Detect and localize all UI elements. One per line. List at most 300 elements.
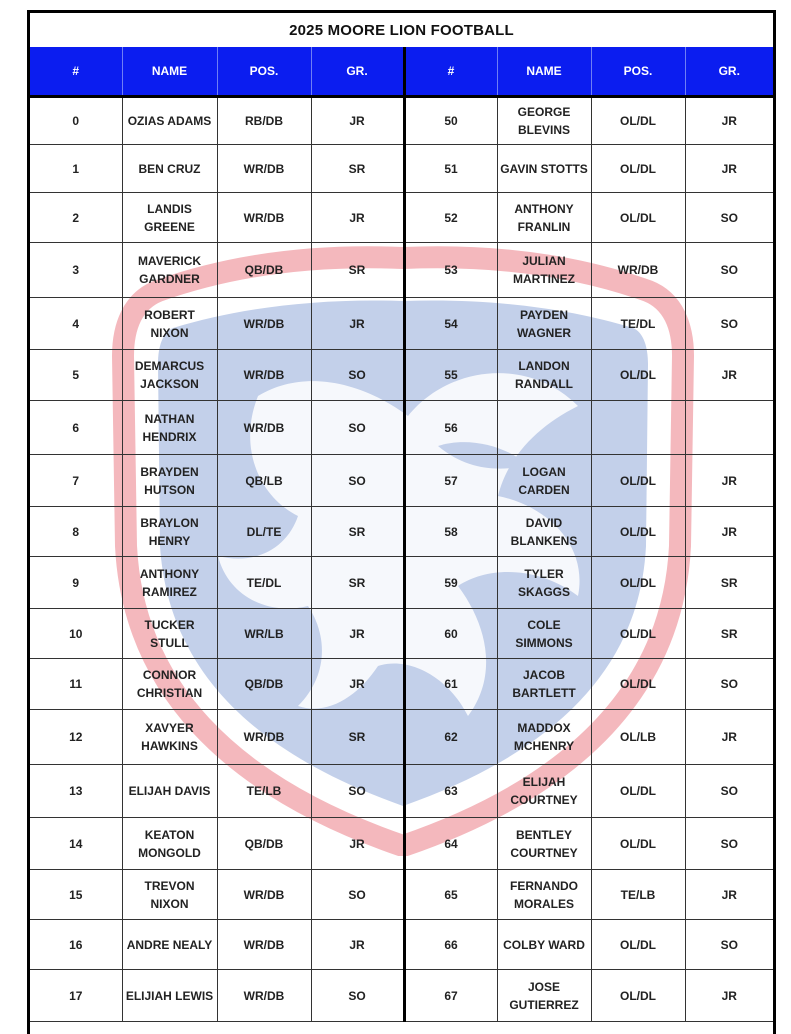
player-grade-text: SO — [720, 210, 738, 225]
player-name-right — [497, 659, 591, 710]
player-name-text: FERNANDO MORALES — [510, 878, 578, 911]
table-row — [30, 765, 773, 818]
player-name-left — [122, 710, 217, 765]
player-position-text: TE/DL — [620, 316, 656, 331]
player-name-text: DEMARCUS JACKSON — [134, 359, 205, 391]
player-grade-left — [311, 298, 404, 350]
player-grade-text: JR — [349, 316, 365, 331]
player-position-left — [217, 193, 311, 243]
player-number-right — [404, 970, 497, 1022]
player-number-left — [30, 710, 122, 765]
player-grade-left — [311, 97, 404, 145]
page-title: 2025 MOORE LION FOOTBALL — [289, 21, 514, 39]
player-position-text: WR/LB — [244, 626, 284, 641]
player-number-text: 6 — [72, 420, 80, 435]
player-position-left — [217, 298, 311, 350]
player-name-left — [122, 97, 217, 145]
player-grade-left — [311, 243, 404, 298]
player-position-left — [217, 145, 311, 193]
player-name-left — [122, 765, 217, 818]
player-position-left — [217, 920, 311, 970]
player-position-left — [217, 97, 311, 145]
player-number-right — [404, 97, 497, 145]
player-name-right — [497, 609, 591, 659]
player-position-right — [591, 193, 685, 243]
player-number-text: 51 — [444, 161, 458, 176]
player-grade-text: SR — [348, 161, 366, 176]
player-grade-left — [311, 659, 404, 710]
player-grade-right — [685, 609, 773, 659]
table-row — [30, 710, 773, 765]
header-name-right: NAME — [497, 47, 591, 97]
player-name-left — [122, 243, 217, 298]
player-position-text: OL/DL — [620, 114, 656, 128]
player-name-text: JACOB BARTLETT — [512, 668, 576, 700]
player-position-right — [591, 145, 685, 193]
player-position-left — [217, 870, 311, 920]
player-grade-text: JR — [721, 524, 737, 539]
player-grade-text: JR — [349, 677, 365, 691]
player-position-text: QB/DB — [244, 263, 284, 277]
player-number-left — [30, 145, 122, 193]
player-number-text: 62 — [444, 730, 458, 744]
player-position-text: QB/DB — [244, 677, 284, 691]
table-row — [30, 659, 773, 710]
player-number-right — [404, 243, 497, 298]
player-position-text: OL/DL — [620, 575, 656, 590]
player-position-text: OL/DL — [620, 626, 656, 641]
player-position-text: OL/DL — [620, 161, 656, 176]
player-grade-right — [685, 557, 773, 609]
player-number-text: 3 — [72, 263, 80, 277]
player-number-text: 55 — [444, 368, 458, 382]
player-number-text: 4 — [72, 316, 80, 331]
player-position-right — [591, 97, 685, 145]
player-position-text: WR/DB — [243, 210, 285, 225]
player-grade-right — [685, 818, 773, 870]
player-number-text: 10 — [69, 626, 83, 641]
table-row — [30, 350, 773, 401]
player-number-left — [30, 243, 122, 298]
player-grade-text: SR — [348, 524, 366, 539]
player-position-right — [591, 507, 685, 557]
player-position-left — [217, 401, 311, 455]
player-position-left — [217, 557, 311, 609]
player-position-right — [591, 243, 685, 298]
player-number-left — [30, 765, 122, 818]
player-number-left — [30, 609, 122, 659]
table-row — [30, 818, 773, 870]
player-name-left — [122, 659, 217, 710]
player-grade-text: JR — [721, 114, 737, 128]
player-name-right — [497, 350, 591, 401]
player-grade-left — [311, 401, 404, 455]
player-grade-right — [685, 350, 773, 401]
player-grade-left — [311, 710, 404, 765]
player-position-text: QB/DB — [244, 836, 284, 851]
player-position-right — [591, 659, 685, 710]
player-number-left — [30, 193, 122, 243]
player-number-right — [404, 507, 497, 557]
player-grade-text: SO — [720, 836, 738, 851]
player-name-text: NATHAN HENDRIX — [142, 411, 197, 444]
player-position-left — [217, 243, 311, 298]
player-number-text: 0 — [72, 114, 80, 128]
player-number-text: 16 — [69, 937, 83, 952]
player-position-text: WR/DB — [243, 887, 285, 902]
player-number-text: 60 — [444, 626, 458, 641]
player-grade-text: SO — [348, 473, 366, 488]
player-name-text: JOSE GUTIERREZ — [509, 979, 579, 1012]
player-position-text: TE/DL — [246, 575, 282, 590]
player-grade-left — [311, 765, 404, 818]
player-number-text: 2 — [72, 210, 80, 225]
player-grade-text: SO — [720, 937, 738, 952]
player-grade-text: JR — [721, 161, 737, 176]
table-row — [30, 970, 773, 1022]
player-position-right — [591, 710, 685, 765]
player-name-text: TYLER SKAGGS — [517, 566, 570, 599]
player-position-text: TE/LB — [246, 784, 282, 798]
player-position-right — [591, 455, 685, 507]
table-row — [30, 455, 773, 507]
player-position-left — [217, 455, 311, 507]
player-number-left — [30, 97, 122, 145]
player-name-text: COLE SIMMONS — [515, 617, 573, 650]
player-grade-text: JR — [349, 937, 365, 952]
player-number-text: 65 — [444, 887, 458, 902]
player-name-text: BENTLEY COURTNEY — [510, 827, 578, 860]
player-grade-right — [685, 455, 773, 507]
player-name-text: ELIJAH COURTNEY — [510, 775, 578, 807]
player-number-left — [30, 920, 122, 970]
player-grade-text: JR — [721, 730, 737, 744]
player-name-text: PAYDEN WAGNER — [517, 307, 571, 340]
player-position-right — [591, 970, 685, 1022]
player-name-text: ELIJIAH LEWIS — [125, 988, 214, 1003]
player-number-text: 11 — [69, 677, 83, 691]
player-number-text: 67 — [444, 988, 458, 1003]
player-position-text: RB/DB — [245, 114, 283, 128]
player-number-left — [30, 818, 122, 870]
player-name-left — [122, 970, 217, 1022]
player-grade-text: SR — [348, 575, 366, 590]
player-position-text: OL/DL — [620, 473, 656, 488]
player-name-right — [497, 145, 591, 193]
roster-table — [30, 47, 773, 1022]
player-grade-left — [311, 970, 404, 1022]
player-name-text: OZIAS ADAMS — [127, 114, 212, 128]
player-position-text: OL/DL — [620, 210, 656, 225]
player-grade-right — [685, 710, 773, 765]
player-name-text: ELIJAH DAVIS — [128, 784, 211, 798]
player-position-text: WR/DB — [243, 316, 285, 331]
player-number-text: 57 — [444, 473, 458, 488]
player-position-text: OL/DL — [620, 784, 656, 798]
player-name-text: LANDIS GREENE — [144, 201, 195, 234]
player-grade-text: SO — [348, 368, 366, 382]
player-grade-right — [685, 97, 773, 145]
player-name-text: GAVIN STOTTS — [500, 161, 588, 176]
player-grade-left — [311, 145, 404, 193]
player-grade-text: SR — [348, 730, 366, 744]
table-row — [30, 870, 773, 920]
table-row — [30, 145, 773, 193]
player-grade-text: SO — [720, 677, 738, 691]
player-number-text: 12 — [69, 730, 83, 744]
player-number-right — [404, 455, 497, 507]
player-position-left — [217, 507, 311, 557]
player-name-right — [497, 97, 591, 145]
player-name-left — [122, 609, 217, 659]
player-number-left — [30, 970, 122, 1022]
table-row — [30, 507, 773, 557]
player-grade-left — [311, 818, 404, 870]
player-position-right — [591, 350, 685, 401]
player-name-text: JULIAN MARTINEZ — [513, 254, 575, 286]
player-name-right — [497, 818, 591, 870]
player-name-left — [122, 818, 217, 870]
player-grade-left — [311, 193, 404, 243]
player-position-text: OL/DL — [620, 836, 656, 851]
player-name-text: DAVID BLANKENS — [510, 515, 578, 548]
player-name-left — [122, 455, 217, 507]
player-position-text: WR/DB — [243, 368, 285, 382]
player-position-text: QB/LB — [245, 473, 283, 488]
player-grade-text: SR — [348, 263, 366, 277]
player-name-right — [497, 557, 591, 609]
player-grade-right — [685, 870, 773, 920]
player-position-text: WR/DB — [243, 161, 285, 176]
player-number-text: 54 — [444, 316, 458, 331]
player-grade-text: JR — [721, 988, 737, 1003]
player-grade-text: JR — [349, 836, 365, 851]
player-number-left — [30, 659, 122, 710]
header-pos-left: POS. — [217, 47, 311, 97]
player-number-text: 64 — [444, 836, 458, 851]
player-grade-left — [311, 455, 404, 507]
player-position-text: DL/TE — [246, 524, 282, 539]
player-name-text: COLBY WARD — [503, 937, 585, 952]
player-name-left — [122, 145, 217, 193]
player-position-left — [217, 765, 311, 818]
player-number-left — [30, 507, 122, 557]
player-position-left — [217, 818, 311, 870]
player-number-right — [404, 401, 497, 455]
player-name-text: LANDON RANDALL — [515, 359, 573, 391]
player-number-right — [404, 710, 497, 765]
player-name-left — [122, 507, 217, 557]
player-grade-left — [311, 557, 404, 609]
table-row — [30, 193, 773, 243]
player-name-right — [497, 243, 591, 298]
player-name-text: MAVERICK GARDNER — [137, 254, 202, 286]
player-grade-right — [685, 659, 773, 710]
player-grade-text: JR — [349, 626, 365, 641]
player-number-left — [30, 401, 122, 455]
player-position-right — [591, 920, 685, 970]
player-name-text: GEORGE BLEVINS — [517, 105, 571, 137]
player-number-text: 5 — [72, 368, 80, 382]
player-position-left — [217, 710, 311, 765]
player-number-right — [404, 765, 497, 818]
player-name-left — [122, 401, 217, 455]
player-grade-right — [685, 298, 773, 350]
player-position-text: WR/DB — [243, 730, 285, 744]
player-number-text: 14 — [69, 836, 83, 851]
player-number-text: 17 — [69, 988, 83, 1003]
header-number-left: # — [30, 47, 122, 97]
roster-body — [30, 97, 773, 1022]
player-name-text: TREVON NIXON — [144, 878, 195, 911]
player-position-right — [591, 401, 685, 455]
player-grade-text: SR — [720, 575, 738, 590]
header-grade-right: GR. — [685, 47, 773, 97]
player-number-right — [404, 920, 497, 970]
player-grade-text: SO — [348, 988, 366, 1003]
player-position-text: OL/DL — [620, 368, 656, 382]
player-number-left — [30, 870, 122, 920]
player-grade-right — [685, 920, 773, 970]
player-name-text: MADDOX MCHENRY — [513, 721, 575, 753]
player-number-text: 53 — [444, 263, 458, 277]
player-number-text: 56 — [444, 420, 458, 435]
player-name-text: ROBERT NIXON — [144, 307, 195, 340]
player-grade-text: SO — [720, 784, 738, 798]
player-name-right — [497, 970, 591, 1022]
player-grade-text: SO — [720, 316, 738, 331]
player-number-text: 59 — [444, 575, 458, 590]
player-position-text: OL/DL — [620, 677, 656, 691]
player-grade-left — [311, 870, 404, 920]
player-grade-left — [311, 507, 404, 557]
roster-sheet — [27, 10, 776, 1034]
player-name-left — [122, 920, 217, 970]
player-number-text: 61 — [444, 677, 458, 691]
player-name-left — [122, 557, 217, 609]
player-number-right — [404, 350, 497, 401]
player-grade-text: JR — [721, 473, 737, 488]
player-name-right — [497, 870, 591, 920]
player-position-text: TE/LB — [620, 887, 656, 902]
table-row — [30, 609, 773, 659]
player-name-right — [497, 455, 591, 507]
player-name-right — [497, 193, 591, 243]
player-number-right — [404, 818, 497, 870]
player-position-left — [217, 970, 311, 1022]
player-name-text: ANTHONY FRANLIN — [514, 201, 574, 234]
player-number-text: 58 — [444, 524, 458, 539]
player-name-right — [497, 298, 591, 350]
table-row — [30, 920, 773, 970]
player-number-right — [404, 609, 497, 659]
player-name-right — [497, 920, 591, 970]
player-number-text: 66 — [444, 937, 458, 952]
player-number-right — [404, 557, 497, 609]
player-position-right — [591, 870, 685, 920]
player-number-text: 1 — [72, 161, 80, 176]
player-position-right — [591, 298, 685, 350]
player-position-right — [591, 765, 685, 818]
player-position-right — [591, 818, 685, 870]
player-number-right — [404, 298, 497, 350]
table-row — [30, 243, 773, 298]
player-name-right — [497, 507, 591, 557]
player-position-left — [217, 659, 311, 710]
player-grade-text: SO — [348, 784, 366, 798]
player-name-text: ANTHONY RAMIREZ — [139, 566, 200, 599]
player-number-right — [404, 659, 497, 710]
player-name-text: BRAYLON HENRY — [140, 515, 199, 548]
player-number-text: 15 — [69, 887, 83, 902]
header-row — [30, 47, 773, 97]
player-number-text: 52 — [444, 210, 458, 225]
player-grade-text: SR — [720, 626, 738, 641]
player-grade-left — [311, 609, 404, 659]
player-number-text: 7 — [72, 473, 80, 488]
player-position-text: WR/DB — [243, 420, 285, 435]
player-number-left — [30, 557, 122, 609]
player-name-right — [497, 765, 591, 818]
player-name-left — [122, 350, 217, 401]
player-grade-right — [685, 243, 773, 298]
player-grade-right — [685, 970, 773, 1022]
player-position-text: OL/DL — [620, 988, 656, 1003]
player-grade-text: JR — [721, 368, 737, 382]
table-row — [30, 298, 773, 350]
player-position-left — [217, 609, 311, 659]
player-name-left — [122, 193, 217, 243]
header-number-right: # — [404, 47, 497, 97]
player-number-right — [404, 870, 497, 920]
player-grade-text: SO — [348, 887, 366, 902]
player-grade-text: JR — [349, 114, 365, 128]
player-name-text: BRAYDEN HUTSON — [140, 464, 199, 497]
player-position-text: OL/DL — [620, 524, 656, 539]
player-name-text: BEN CRUZ — [138, 161, 201, 176]
table-row — [30, 401, 773, 455]
player-grade-right — [685, 401, 773, 455]
player-number-left — [30, 455, 122, 507]
player-grade-left — [311, 350, 404, 401]
player-number-right — [404, 193, 497, 243]
player-grade-right — [685, 145, 773, 193]
player-number-text: 50 — [444, 114, 458, 128]
player-position-right — [591, 609, 685, 659]
player-position-text: OL/DL — [620, 937, 656, 952]
player-position-text: WR/DB — [617, 263, 659, 277]
table-row — [30, 97, 773, 145]
player-number-left — [30, 350, 122, 401]
player-number-text: 9 — [72, 575, 80, 590]
header-name-left: NAME — [122, 47, 217, 97]
table-row — [30, 557, 773, 609]
player-name-right — [497, 710, 591, 765]
player-grade-right — [685, 507, 773, 557]
player-number-right — [404, 145, 497, 193]
player-name-text: ANDRE NEALY — [126, 937, 213, 952]
player-grade-text: SO — [720, 263, 738, 277]
player-name-text: LOGAN CARDEN — [518, 464, 570, 497]
header-grade-left: GR. — [311, 47, 404, 97]
player-number-text: 13 — [69, 784, 83, 798]
player-grade-left — [311, 920, 404, 970]
player-number-left — [30, 298, 122, 350]
player-grade-right — [685, 193, 773, 243]
player-position-left — [217, 350, 311, 401]
player-name-text: CONNOR CHRISTIAN — [136, 668, 203, 700]
player-grade-text: JR — [721, 887, 737, 902]
